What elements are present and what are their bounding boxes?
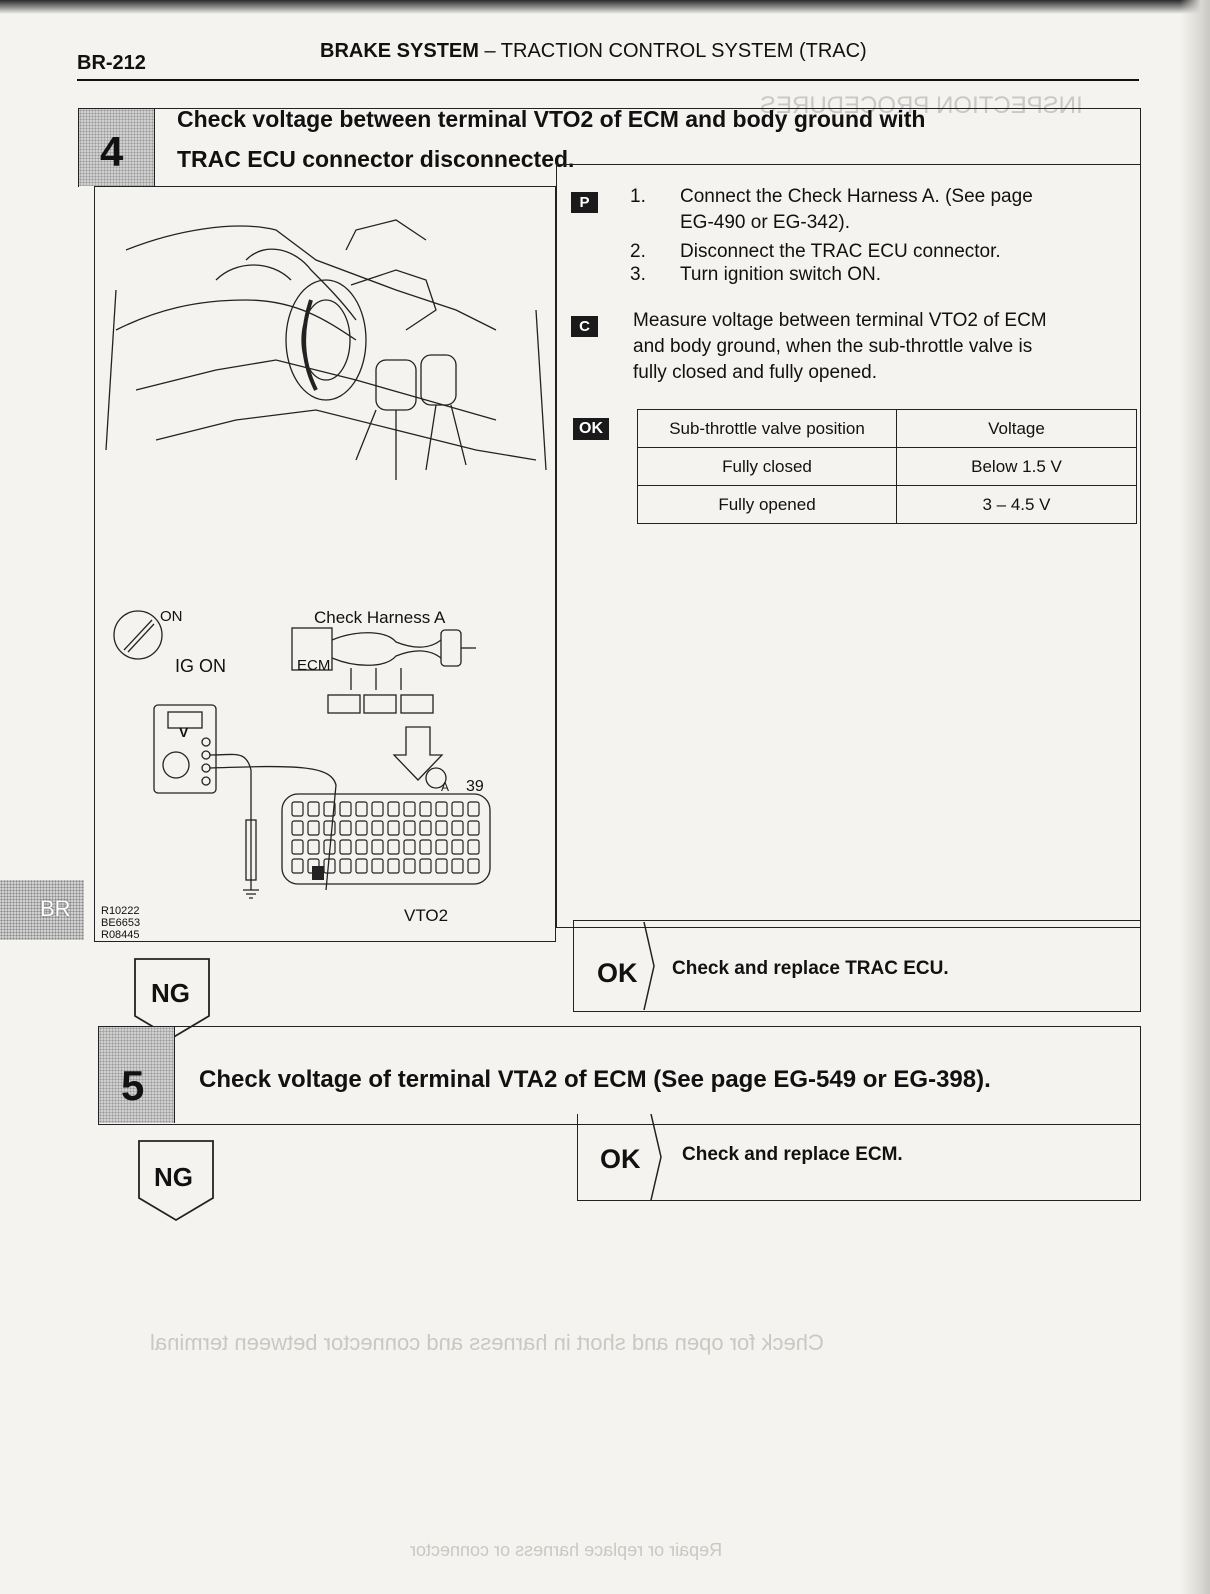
connector-pin <box>404 802 415 816</box>
connector-pin <box>324 859 335 873</box>
table-header: Voltage <box>897 410 1137 448</box>
connector-pin <box>436 840 447 854</box>
step5-ng-label: NG <box>154 1162 193 1192</box>
connector-pin <box>388 802 399 816</box>
prep-step-num: 2. <box>630 241 646 262</box>
check-instruction-line: and body ground, when the sub-throttle valve is <box>633 336 1033 357</box>
connector-pin <box>308 802 319 816</box>
table-header-row <box>638 410 1137 448</box>
connector-pin <box>452 802 463 816</box>
prep-step-text: Turn ignition switch ON. <box>680 264 881 285</box>
connector-pin <box>468 821 479 835</box>
table-cell: Fully closed <box>638 448 897 486</box>
figure-ref: BE6653 <box>101 917 141 929</box>
step5-ok-action: Check and replace ECM. <box>682 1144 903 1165</box>
ignition-ig-on-label: IG ON <box>175 656 227 676</box>
connector-pin <box>420 802 431 816</box>
connector-pin <box>372 802 383 816</box>
table-row <box>638 486 1137 524</box>
connector-pin <box>420 859 431 873</box>
connector-pin <box>372 821 383 835</box>
connector-pin <box>324 821 335 835</box>
connector-pin <box>292 821 303 835</box>
step4-title-line1: Check voltage between terminal VTO2 of ECM and body ground with <box>177 106 926 132</box>
figure-ref: R10222 <box>101 905 140 917</box>
connector-pin <box>436 802 447 816</box>
connector-pin <box>452 840 463 854</box>
header-rule <box>77 79 1139 81</box>
connector-pin <box>452 859 463 873</box>
ecm-test-illustration <box>96 190 552 938</box>
step5-ok-divider <box>650 1114 662 1200</box>
connector-pin <box>388 859 399 873</box>
section-subtitle: – TRACTION CONTROL SYSTEM (TRAC) <box>478 40 867 62</box>
connector-pin <box>468 840 479 854</box>
connector-pin <box>436 821 447 835</box>
table-row <box>638 448 1137 486</box>
side-tab-label: BR <box>40 896 71 921</box>
connector-pin <box>308 840 319 854</box>
connector-pin <box>340 802 351 816</box>
pin-letter: A <box>441 780 450 794</box>
figure-refs <box>101 905 140 941</box>
running-header <box>320 40 867 63</box>
prep-step-num: 1. <box>630 186 646 207</box>
connector-pin <box>404 859 415 873</box>
connector-pin <box>292 859 303 873</box>
ecm-label: ECM <box>297 657 331 674</box>
step4-number: 4 <box>100 128 124 175</box>
connector-pin <box>468 859 479 873</box>
table-header: Sub-throttle valve position <box>638 410 897 448</box>
check-tag: C <box>571 316 598 337</box>
step4-ok-action: Check and replace TRAC ECU. <box>672 958 949 979</box>
prep-step-text: EG-490 or EG-342). <box>680 212 851 233</box>
check-instruction-line: fully closed and fully opened. <box>633 362 877 383</box>
bleed-through: Check for open and short in harness and connector between terminal <box>150 1330 824 1355</box>
connector-pin <box>356 840 367 854</box>
harness-label: Check Harness A <box>314 608 446 627</box>
connector-pin <box>420 840 431 854</box>
voltmeter-label: V <box>179 724 189 740</box>
step4-title-line2: TRAC ECU connector disconnected. <box>177 146 575 172</box>
step5-title: Check voltage of terminal VTA2 of ECM (See page EG-549 or EG-398). <box>199 1066 991 1093</box>
connector-pin <box>372 840 383 854</box>
voltage-spec-table <box>637 409 1137 524</box>
step4-ng-label: NG <box>151 978 190 1008</box>
table-cell: Below 1.5 V <box>897 448 1137 486</box>
connector-pin <box>340 840 351 854</box>
connector-pin <box>356 859 367 873</box>
prep-tag: P <box>571 192 598 213</box>
scan-top-shadow <box>0 0 1210 14</box>
connector-pin <box>292 840 303 854</box>
ignition-on-label: ON <box>160 608 183 625</box>
connector-pin <box>452 821 463 835</box>
ok-spec-tag: OK <box>573 418 609 440</box>
connector-pin <box>340 821 351 835</box>
pin-number-label: 39 <box>466 778 484 795</box>
page-number: BR-212 <box>77 52 146 74</box>
section-title: BRAKE SYSTEM <box>320 40 479 62</box>
prep-step-num: 3. <box>630 264 646 285</box>
connector-pin <box>372 859 383 873</box>
connector-pin <box>404 821 415 835</box>
connector-pin <box>356 802 367 816</box>
terminal-vto2-label: VTO2 <box>404 906 449 925</box>
step5-number: 5 <box>121 1062 145 1109</box>
bleed-through: INSPECTION PROCEDURES <box>760 92 1083 119</box>
figure-ref: R08445 <box>101 929 140 941</box>
scan-right-edge <box>1180 0 1210 1594</box>
step4-ok-divider <box>643 922 655 1010</box>
table-cell: 3 – 4.5 V <box>897 486 1137 524</box>
connector-pin <box>388 840 399 854</box>
prep-step-text: Connect the Check Harness A. (See page <box>680 186 1033 207</box>
bleed-through: Repair or replace harness or connector <box>410 1540 723 1560</box>
connector-pin <box>436 859 447 873</box>
prep-step-text: Disconnect the TRAC ECU connector. <box>680 241 1001 262</box>
connector-pin <box>308 821 319 835</box>
check-instruction-line: Measure voltage between terminal VTO2 of ECM <box>633 310 1047 331</box>
connector-pin <box>292 802 303 816</box>
step5-ok-label: OK <box>600 1144 641 1174</box>
connector-pin <box>388 821 399 835</box>
connector-pin <box>356 821 367 835</box>
connector-pin <box>420 821 431 835</box>
connector-pin <box>404 840 415 854</box>
connector-pin <box>340 859 351 873</box>
step4-ok-label: OK <box>597 958 638 988</box>
table-cell: Fully opened <box>638 486 897 524</box>
connector-pin <box>468 802 479 816</box>
